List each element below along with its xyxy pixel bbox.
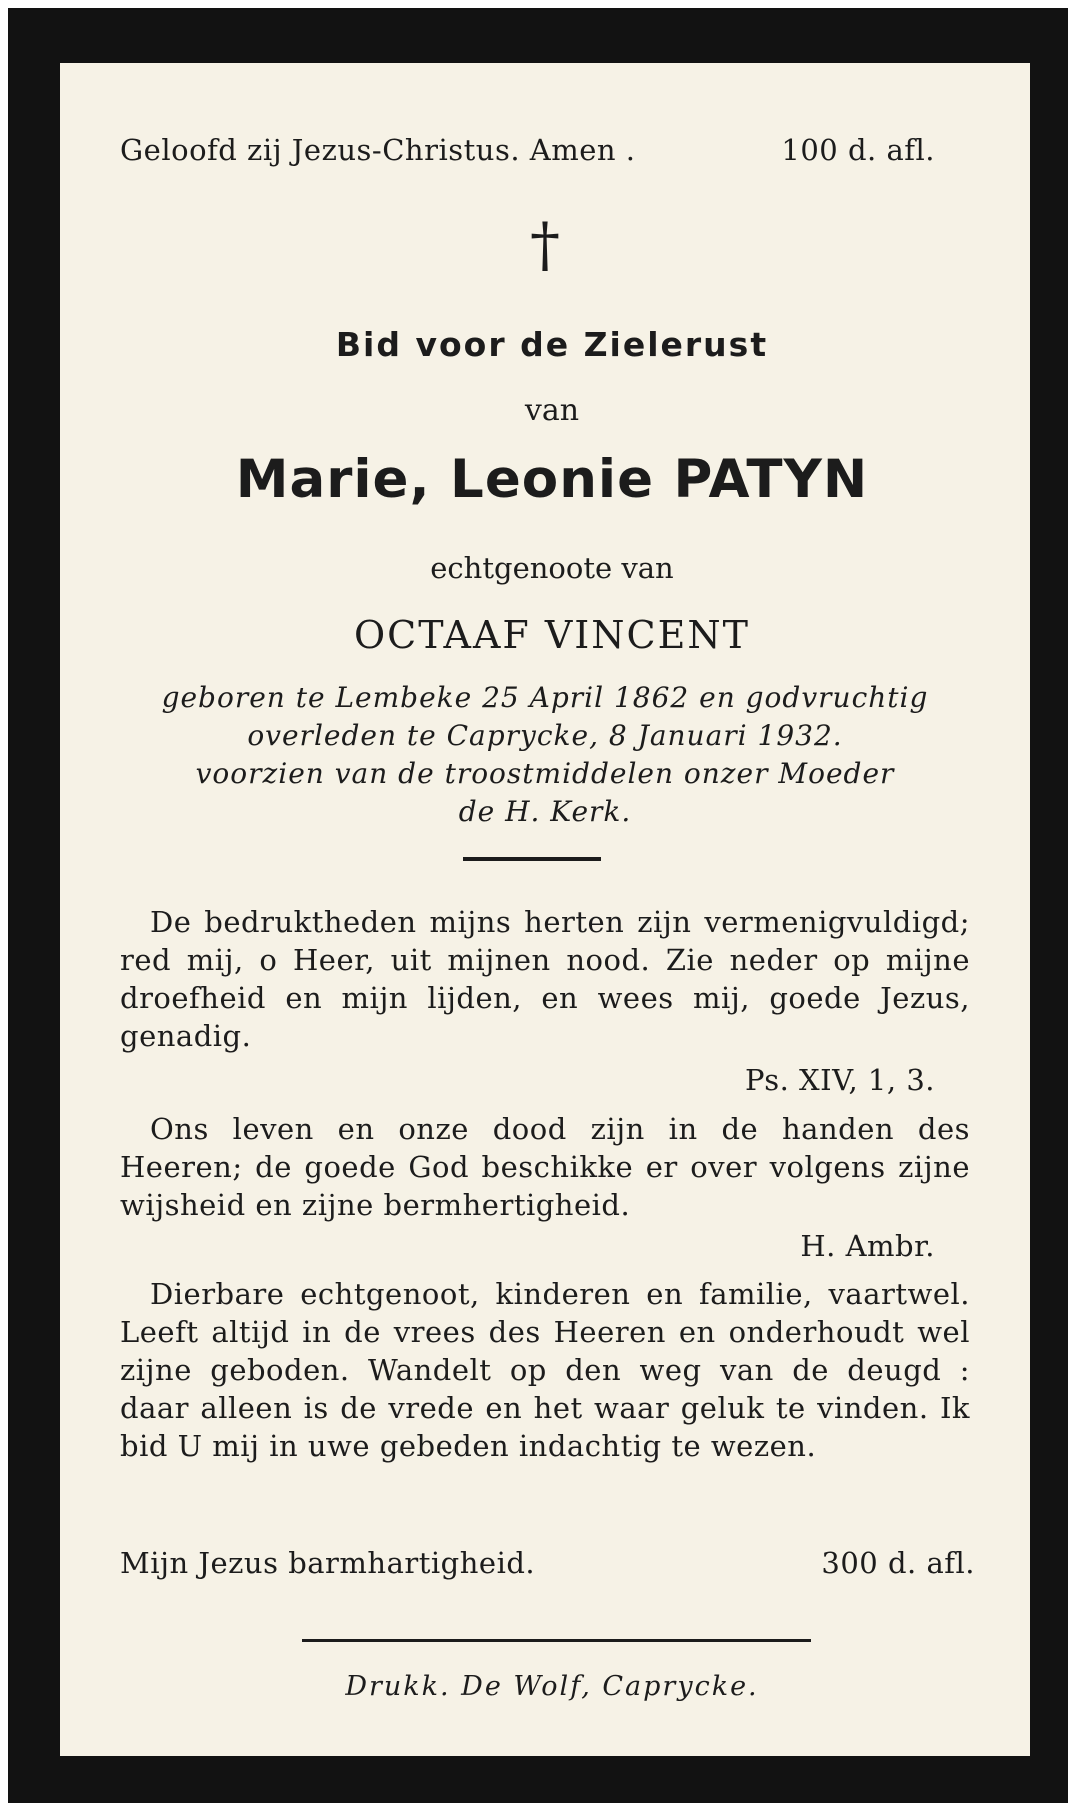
bio-block — [100, 679, 990, 831]
passage-3: Dierbare echtgenoot, kinderen en familie, vaartwel. Leeft altijd in de vrees des Heeren en onderhoudt wel zijne geboden. Wandelt op den weg van de deugd : daar alleen is de vrede en het waar geluk te vinden. Ik bid U mij in uwe gebeden indachtig te wezen. — [120, 1277, 970, 1463]
bio-line: geboren te Lembeke 25 April 1862 en godvruchtig — [161, 681, 929, 714]
header-indulgence: 100 d. afl. — [781, 133, 935, 167]
card-paper — [60, 63, 1030, 1756]
heading-van: van — [524, 393, 580, 428]
passage-2-reference: H. Ambr. — [800, 1229, 935, 1263]
bio-line: de H. Kerk. — [458, 795, 632, 828]
header-prayer: Geloofd zij Jezus-Christus. Amen . — [120, 133, 636, 167]
passage-1: De bedruktheden mijns herten zijn vermenigvuldigd; red mij, o Heer, uit mijnen nood. Zie neder op mijne droefheid en mijn lijden, en wees mij, goede Jezus, genadig. — [120, 905, 970, 1053]
footer-indulgence: 300 d. afl. — [821, 1546, 975, 1580]
spouse-of-label: echtgenoote van — [430, 551, 674, 585]
passage-1-reference: Ps. XIV, 1, 3. — [744, 1063, 935, 1097]
deceased-name: Marie, Leonie PATYN — [235, 449, 869, 510]
prayer-heading: Bid voor de Zielerust — [335, 325, 769, 364]
passage-2: Ons leven en onze dood zijn in de handen des Heeren; de goede God beschikke er over volgens zijne wijsheid en zijne bermhertigheid. — [120, 1112, 970, 1222]
bio-line: voorzien van de troostmiddelen onzer Moeder — [195, 757, 895, 790]
cross-icon: † — [530, 210, 560, 280]
header-line — [120, 133, 935, 167]
printer-credit: Drukk. De Wolf, Caprycke. — [345, 1671, 759, 1702]
divider-short — [463, 857, 601, 861]
bio-line: overleden te Caprycke, 8 Januari 1932. — [247, 719, 843, 752]
footer-prayer: Mijn Jezus barmhartigheid. — [120, 1546, 536, 1580]
spouse-name: OCTAAF VINCENT — [354, 613, 750, 657]
divider-long — [302, 1639, 811, 1642]
footer-line — [120, 1546, 975, 1580]
memorial-card — [8, 8, 1068, 1803]
